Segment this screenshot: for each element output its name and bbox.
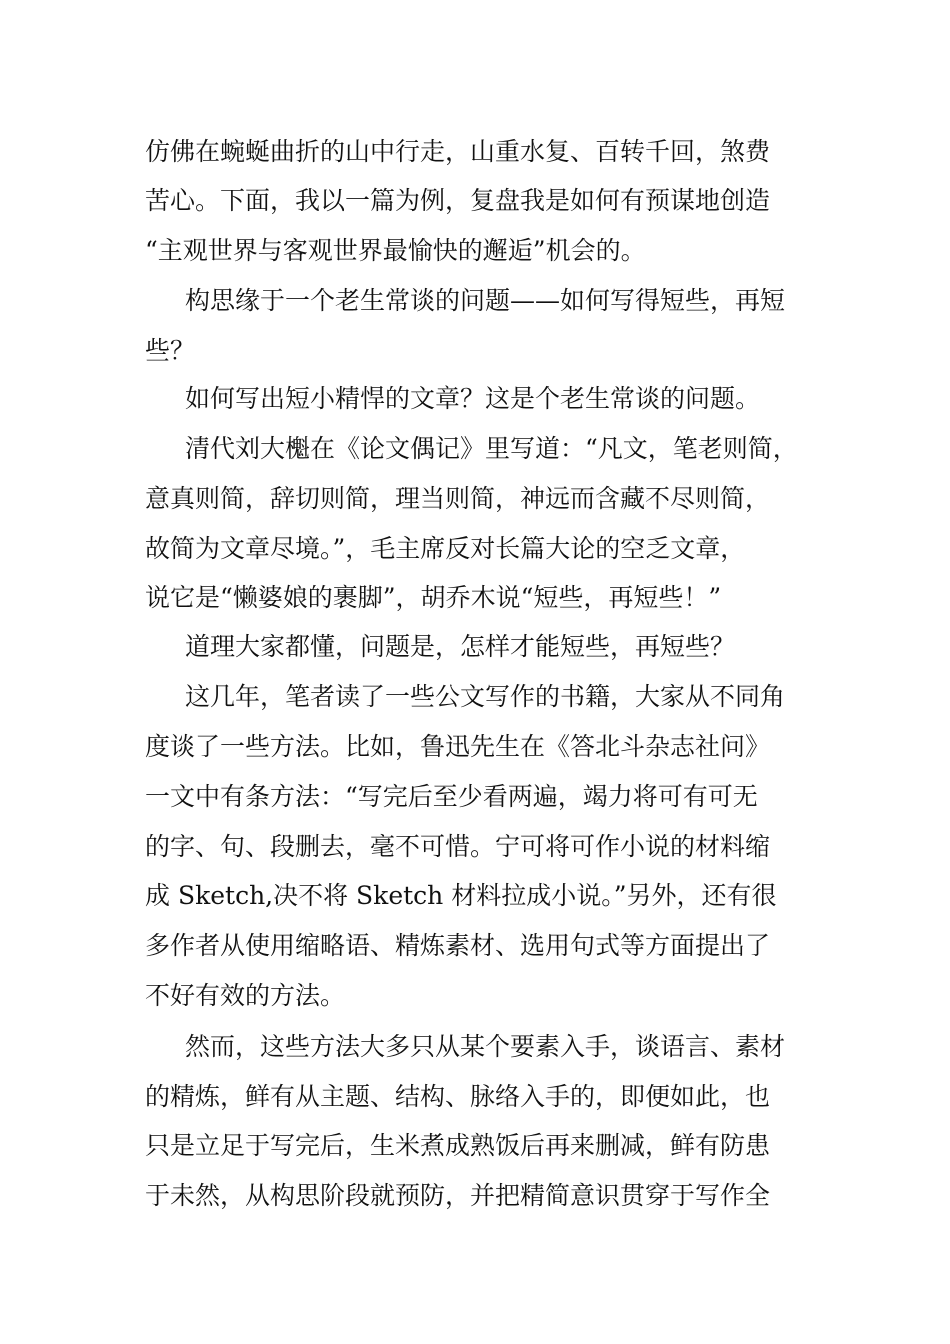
paragraph-start-line: 清代刘大櫆在《论文偶记》里写道：“凡文，笔老则简，	[185, 434, 798, 463]
text-line: 仿佛在蜿蜒曲折的山中行走，山重水复、百转千回，煞费	[145, 137, 771, 166]
text-line: 多作者从使用缩略语、精炼素材、选用句式等方面提出了	[145, 931, 771, 960]
paragraph-start-line: 构思缘于一个老生常谈的问题——如何写得短些，再短	[185, 286, 786, 315]
text-line: 成 Sketch,决不将 Sketch 材料拉成小说。”另外，还有很	[145, 881, 777, 910]
text-line: 于未然，从构思阶段就预防，并把精简意识贯穿于写作全	[145, 1181, 771, 1210]
text-line: 说它是“懒婆娘的裹脚”，胡乔木说“短些，再短些！”	[145, 583, 722, 612]
text-line: 不好有效的方法。	[145, 981, 346, 1010]
text-line: 苦心。下面，我以一篇为例，复盘我是如何有预谋地创造	[145, 186, 771, 215]
text-line: 度谈了一些方法。比如，鲁迅先生在《答北斗杂志社问》	[145, 732, 771, 761]
text-line: 些？	[145, 336, 196, 365]
text-line: 故简为文章尽境。”，毛主席反对长篇大论的空乏文章，	[145, 534, 746, 563]
text-line: 的字、句、段删去，毫不可惜。宁可将可作小说的材料缩	[145, 832, 771, 861]
text-line: 一文中有条方法：“写完后至少看两遍，竭力将可有可无	[145, 782, 758, 811]
paragraph-start-line: 然而，这些方法大多只从某个要素入手，谈语言、素材	[185, 1032, 786, 1061]
paragraph-start-line: 这几年，笔者读了一些公文写作的书籍，大家从不同角	[185, 682, 786, 711]
text-line: “主观世界与客观世界最愉快的邂逅”机会的。	[145, 236, 646, 265]
text-line: 的精炼，鲜有从主题、结构、脉络入手的，即便如此，也	[145, 1082, 771, 1111]
paragraph-start-line: 如何写出短小精悍的文章？这是个老生常谈的问题。	[185, 384, 761, 413]
text-line: 意真则简，辞切则简，理当则简，神远而含藏不尽则简，	[145, 484, 771, 513]
text-line: 只是立足于写完后，生米煮成熟饭后再来删减，鲜有防患	[145, 1131, 771, 1160]
paragraph-start-line: 道理大家都懂，问题是，怎样才能短些，再短些？	[185, 632, 736, 661]
